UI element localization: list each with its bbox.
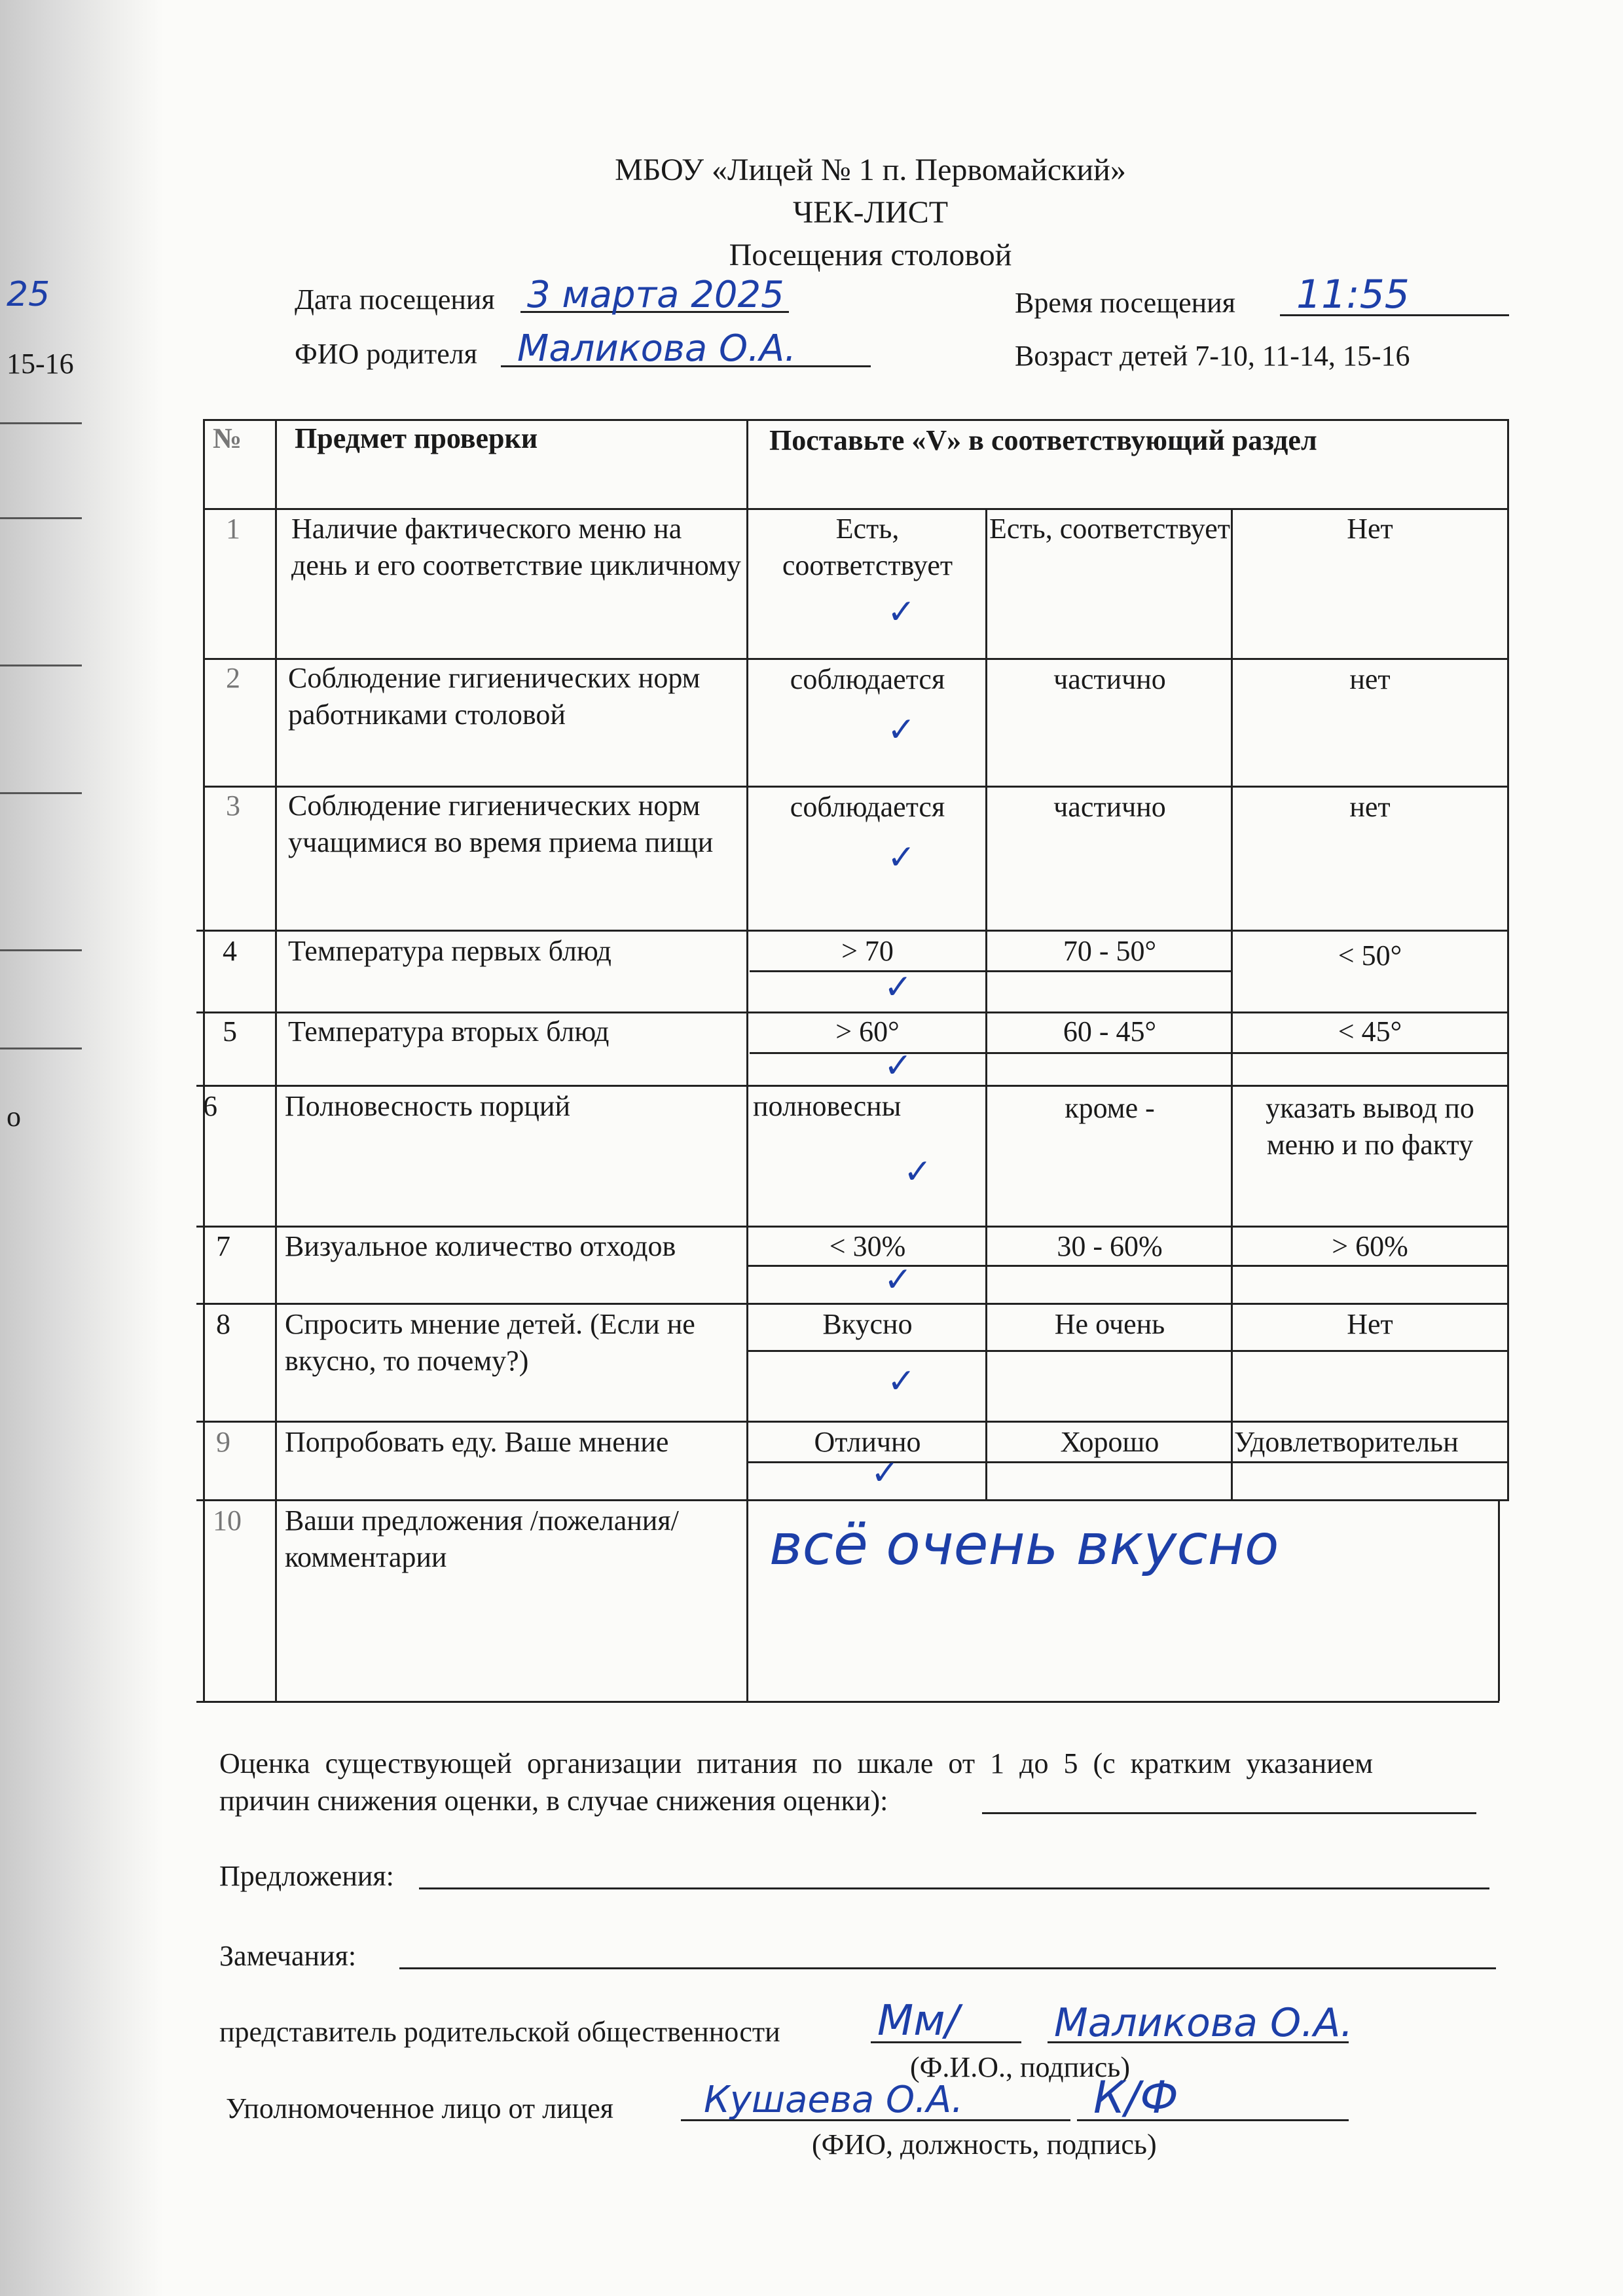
check-mark: ✓ [884,1046,913,1085]
parent-value: Маликова О.А. [517,327,797,370]
row-subject: Спросить мнение детей. (Если не вкусно, то почему?) [285,1308,695,1377]
row-number: 9 [216,1426,230,1458]
parent-rep-label: представитель родительской общественности [219,2016,780,2048]
row-option: соблюдается [790,791,945,823]
parent-label: ФИО родителя [295,338,477,370]
date-value: 3 марта 2025 [527,274,784,316]
row-number: 2 [226,662,240,694]
rating-text-line2: причин снижения оценки, в случае снижения оценки): [219,1785,888,1817]
header-mark: Поставьте «V» в соответствующий раздел [769,424,1317,456]
row-option: Есть, соответствует [989,513,1230,545]
check-mark: ✓ [884,1260,913,1300]
header-num: № [213,422,242,454]
row-number: 4 [223,935,237,967]
row-option: нет [1349,663,1391,695]
row-option: Нет [1347,513,1393,545]
row-number: 8 [216,1308,230,1340]
authorized-label: Уполномоченное лицо от лицея [226,2092,613,2124]
row-option: > 60° [835,1015,900,1048]
check-mark: ✓ [887,1362,916,1401]
row-option: соблюдается [790,663,945,695]
check-mark: ✓ [903,1152,932,1192]
margin-line [0,665,82,666]
margin-line [0,422,82,424]
margin-line [0,949,82,951]
row-option: кроме - [1065,1092,1155,1124]
row-number: 10 [213,1504,242,1537]
row-option: 30 - 60% [1057,1230,1163,1262]
time-value: 11:55 [1296,272,1410,318]
row-option: Нет [1347,1308,1393,1340]
check-mark: ✓ [884,968,913,1007]
row-subject: Визуальное количество отходов [285,1230,676,1262]
row-subject: Температура первых блюд [288,935,611,967]
rating-text-line1: Оценка существующей организации питания по шкале от 1 до 5 (с кратким указанием [219,1747,1374,1779]
row-option: указать вывод по меню и по факту [1266,1092,1474,1161]
parent-rep-signature: Мм/ [877,1997,960,2045]
row-option: частично [1053,663,1166,695]
margin-line [0,517,82,519]
document-subtitle: Посещения столовой [729,238,1012,272]
row-option: < 30% [829,1230,906,1262]
scan-shadow [0,0,164,2296]
row-subject: Наличие фактического меню на день и его соответствие цикличному [291,513,741,581]
check-mark: ✓ [871,1453,900,1493]
row-number: 1 [226,513,240,545]
check-mark: ✓ [887,710,916,750]
row-option: Есть, соответствует [782,513,953,581]
row-subject: Ваши предложения /пожелания/ комментарии [285,1504,679,1573]
school-name: МБОУ «Лицей № 1 п. Первомайский» [615,153,1126,187]
margin-mark-top: 25 [7,275,50,314]
row-option: Не очень [1054,1308,1165,1340]
row-option: полновесны [753,1090,902,1122]
proposals-underline [419,1887,1489,1889]
authorized-name: Кушаева О.А. [704,2079,964,2121]
margin-line [0,1048,82,1049]
row-number: 6 [203,1090,217,1122]
row-subject: Соблюдение гигиенических норм учащимися во время приема пищи [288,790,714,858]
row-subject: Температура вторых блюд [288,1015,610,1048]
row-option: Удовлетворительн [1234,1426,1459,1458]
rating-underline [982,1812,1476,1814]
row-option: Хорошо [1060,1426,1159,1458]
authorized-caption: (ФИО, должность, подпись) [812,2128,1157,2160]
row-number: 5 [223,1015,237,1048]
row-number: 3 [226,790,240,822]
row-option: < 45° [1338,1015,1402,1048]
header-subject: Предмет проверки [295,422,538,454]
remarks-underline [399,1967,1496,1969]
check-mark: ✓ [887,592,916,632]
row-option: > 70 [841,935,894,967]
comment-handwritten: всё очень вкусно [769,1512,1279,1578]
row-subject: Попробовать еду. Ваше мнение [285,1426,669,1458]
margin-mark-third: о [7,1101,21,1133]
margin-mark-second: 15-16 [7,348,74,380]
date-label: Дата посещения [295,283,495,316]
row-number: 7 [216,1230,230,1262]
age-text: Возраст детей 7-10, 11-14, 15-16 [1015,340,1410,372]
parent-rep-name: Маликова О.А. [1054,2000,1353,2046]
remarks-label: Замечания: [219,1940,357,1972]
row-option: > 60% [1332,1230,1408,1262]
row-option: нет [1349,791,1391,823]
row-option: < 50° [1338,939,1402,972]
proposals-label: Предложения: [219,1860,394,1892]
document-title: ЧЕК-ЛИСТ [792,195,949,230]
authorized-signature: К/Ф [1093,2072,1178,2124]
margin-line [0,792,82,794]
parent-rep-caption: (Ф.И.О., подпись) [910,2051,1130,2083]
time-label: Время посещения [1015,287,1235,319]
row-option: частично [1053,791,1166,823]
row-subject: Соблюдение гигиенических норм работниками столовой [288,662,701,731]
row-option: 60 - 45° [1063,1015,1157,1048]
row-subject: Полновесность порций [285,1090,571,1122]
row-option: Вкусно [822,1308,913,1340]
row-option: Отлично [814,1426,921,1458]
row-option: 70 - 50° [1063,935,1157,967]
check-mark: ✓ [887,838,916,877]
